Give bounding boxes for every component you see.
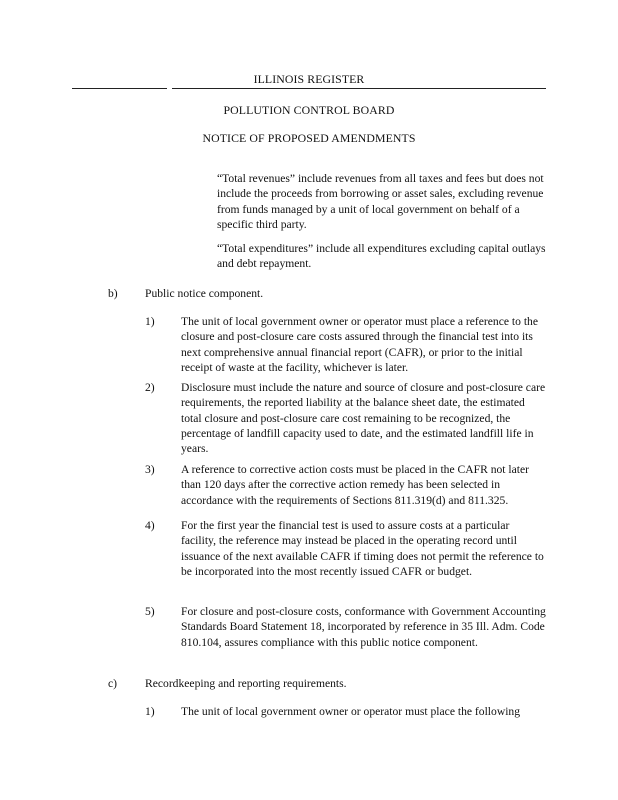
item-b5-text: For closure and post-closure costs, conformance with Government Accounting Standards Board Statement 18, incorporated by reference in 35 Ill. Adm. Code 810.104, assures compliance with this public notice component. [181,605,546,649]
section-b-title: Public notice component. [145,287,264,300]
item-b5-number: 5) [145,605,155,618]
header-rule-right [172,88,546,89]
item-b2-number: 2) [145,381,155,394]
item-b1-text: The unit of local government owner or operator must place a reference to the closure and post-closure care costs assured through the financial test into its next comprehensive annual financial report (CAFR), or prior to the initial receipt of waste at the facility, whichever is later. [181,315,539,374]
definition-total-expenditures: “Total expenditures” include all expenditures excluding capital outlays and debt repayment. [217,242,546,271]
section-c-label: c) [108,677,118,690]
item-b2-text: Disclosure must include the nature and source of closure and post-closure care requirements, the reported liability at the balance sheet date, the estimated total closure and post-closure care cost remaining to be recognized, the percentage of landfill capacity used to date, and the estimated landfill life in years. [181,381,546,456]
item-b3-text: A reference to corrective action costs must be placed in the CAFR not later than 120 days after the corrective action remedy has been selected in accordance with the requirements of Sections 811.319(d) and 811.325. [181,463,530,507]
item-c1-number: 1) [145,705,155,718]
notice-title: NOTICE OF PROPOSED AMENDMENTS [202,131,416,145]
board-title: POLLUTION CONTROL BOARD [223,103,395,117]
header-rule-left [72,88,167,89]
item-c1-text: The unit of local government owner or operator must place the following [181,705,521,718]
definition-total-revenues: “Total revenues” include revenues from all taxes and fees but does not include the proceeds from borrowing or asset sales, excluding revenue from funds managed by a unit of local government on behalf of a specific third party. [217,172,544,231]
register-title: ILLINOIS REGISTER [253,72,365,86]
section-c-title: Recordkeeping and reporting requirements. [145,677,347,690]
section-b-label: b) [108,287,118,300]
item-b4-text: For the first year the financial test is used to assure costs at a particular facility, the reference may instead be placed in the operating record until issuance of the next available CAFR if timing does not permit the reference to be incorporated into the most recently issued CAFR or budget. [181,519,544,578]
item-b4-number: 4) [145,519,155,532]
item-b3-number: 3) [145,463,155,476]
item-b1-number: 1) [145,315,155,328]
